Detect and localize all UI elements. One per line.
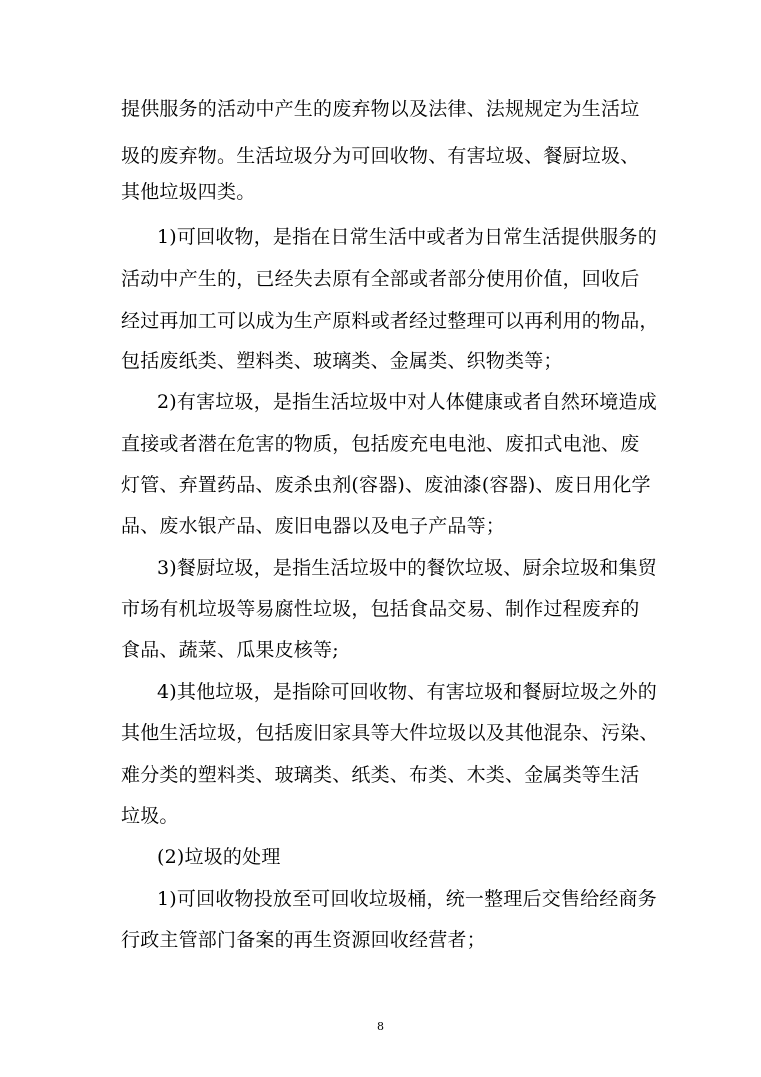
text-line: 直接或者潜在危害的物质，包括废充电电池、废扣式电池、废 (121, 433, 640, 455)
text-line: 灯管、弃置药品、废杀虫剂(容器)、废油漆(容器)、废日用化学 (121, 474, 651, 496)
text-line: 活动中产生的，已经失去原有全部或者部分使用价值，回收后 (121, 268, 640, 290)
section-heading: (2)垃圾的处理 (157, 846, 281, 868)
text-line: 品、废水银产品、废旧电器以及电子产品等； (121, 515, 506, 537)
text-line: 其他垃圾四类。 (121, 181, 256, 203)
text-line: 其他生活垃圾，包括废旧家具等大件垃圾以及其他混杂、污染、 (121, 722, 659, 744)
text-line: 2)有害垃圾，是指生活垃圾中对人体健康或者自然环境造成 (157, 391, 657, 413)
text-line: 圾的废弃物。生活垃圾分为可回收物、有害垃圾、餐厨垃圾、 (121, 145, 640, 167)
text-line: 难分类的塑料类、玻璃类、纸类、布类、木类、金属类等生活 (121, 764, 640, 786)
text-line: 1)可回收物投放至可回收垃圾桶，统一整理后交售给经商务 (157, 888, 657, 910)
text-line: 垃圾。 (121, 805, 179, 827)
text-line: 经过再加工可以成为生产原料或者经过整理可以再利用的物品， (121, 310, 659, 332)
text-line: 市场有机垃圾等易腐性垃圾，包括食品交易、制作过程废弃的 (121, 598, 640, 620)
text-line: 4)其他垃圾，是指除可回收物、有害垃圾和餐厨垃圾之外的 (157, 681, 657, 703)
text-line: 3)餐厨垃圾，是指生活垃圾中的餐饮垃圾、厨余垃圾和集贸 (157, 557, 657, 579)
text-line: 提供服务的活动中产生的废弃物以及法律、法规规定为生活垃 (121, 98, 640, 120)
text-line: 1)可回收物，是指在日常生活中或者为日常生活提供服务的 (157, 226, 657, 248)
text-line: 食品、蔬菜、瓜果皮核等; (121, 639, 339, 661)
text-line: 包括废纸类、塑料类、玻璃类、金属类、织物类等； (121, 350, 563, 372)
page-number: 8 (377, 1020, 384, 1033)
text-line: 行政主管部门备案的再生资源回收经营者； (121, 929, 486, 951)
